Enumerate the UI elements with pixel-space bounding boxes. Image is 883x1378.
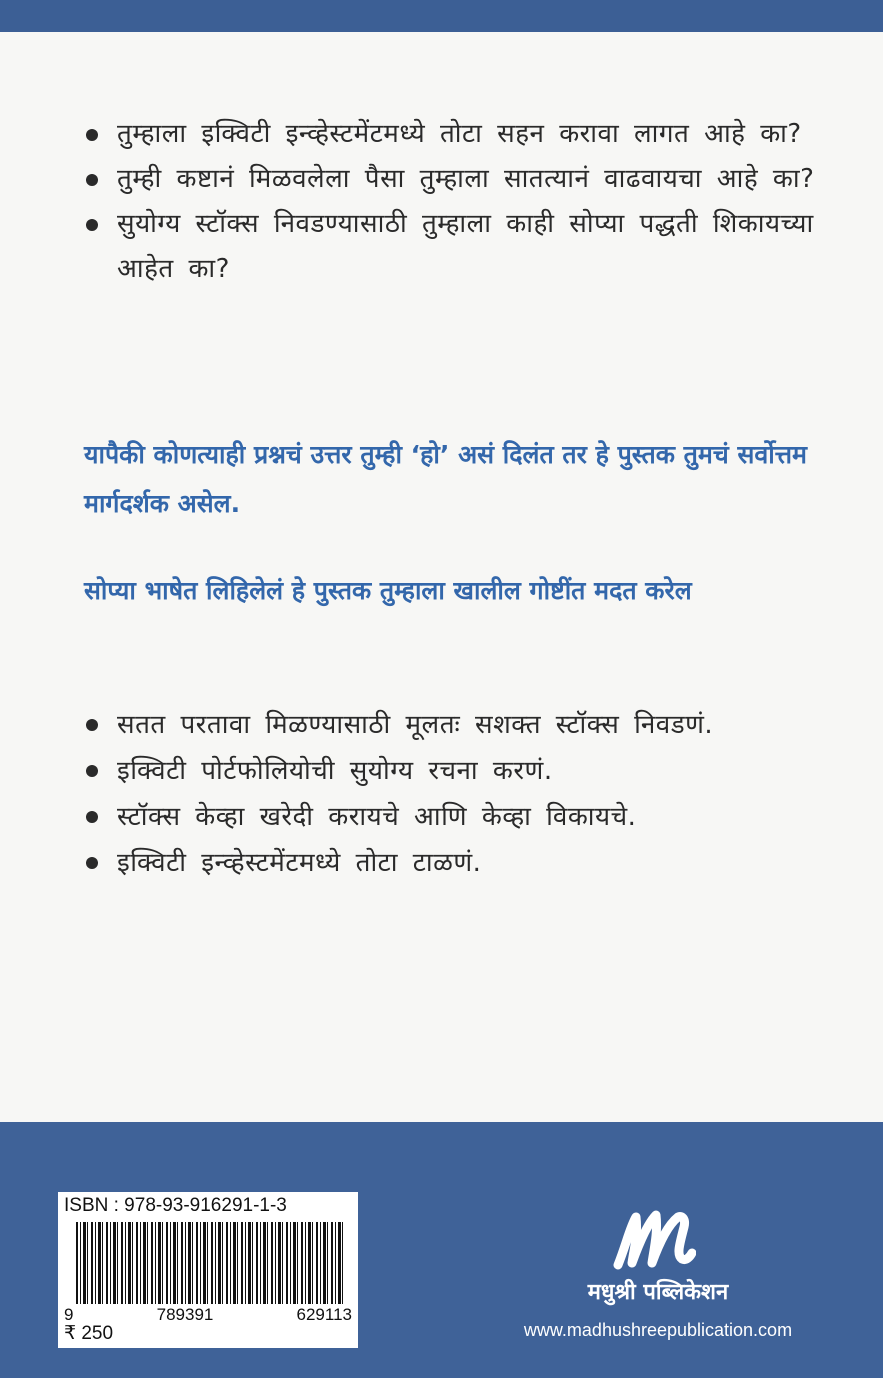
feature-item bbox=[84, 748, 824, 794]
question-text: तुम्ही कष्टानं मिळवलेला पैसा तुम्हाला सातत्यानं वाढवायचा आहे का? bbox=[117, 164, 815, 194]
question-text: तुम्हाला इक्विटी इन्व्हेस्टमेंटमध्ये तोटा सहन करावा लागत आहे का? bbox=[117, 119, 802, 149]
top-color-band bbox=[0, 0, 883, 32]
publisher-name: मधुश्री पब्लिकेशन bbox=[587, 1280, 729, 1305]
publisher-logo-icon bbox=[612, 1205, 696, 1271]
barcode-label bbox=[58, 1192, 358, 1348]
feature-text: इक्विटी इन्व्हेस्टमेंटमध्ये तोटा टाळणं. bbox=[117, 848, 482, 878]
question-list bbox=[84, 112, 824, 292]
bullet-dot-icon bbox=[86, 811, 98, 823]
bullet-dot-icon bbox=[86, 219, 98, 231]
isbn-number: ISBN : 978-93-916291-1-3 bbox=[64, 1195, 287, 1216]
price-label: ₹ 250 bbox=[64, 1323, 114, 1344]
barcode-bars-icon bbox=[76, 1222, 346, 1306]
feature-list bbox=[84, 702, 824, 886]
feature-text: इक्विटी पोर्टफोलियोची सुयोग्य रचना करणं. bbox=[117, 756, 553, 786]
highlight-intro: सोप्या भाषेत लिहिलेलं हे पुस्तक तुम्हाला खालील गोष्टींत मदत करेल bbox=[84, 576, 692, 605]
feature-text: स्टॉक्स केव्हा खरेदी करायचे आणि केव्हा विकायचे. bbox=[117, 802, 637, 832]
feature-item bbox=[84, 840, 824, 886]
question-text: सुयोग्य स्टॉक्स निवडण्यासाठी तुम्हाला काही सोप्या पद्धती शिकायच्या आहेत का? bbox=[117, 209, 814, 284]
feature-item bbox=[84, 702, 824, 748]
feature-item bbox=[84, 794, 824, 840]
barcode-digit-group: 629113 bbox=[296, 1305, 352, 1324]
bullet-dot-icon bbox=[86, 129, 98, 141]
bullet-dot-icon bbox=[86, 719, 98, 731]
question-item bbox=[84, 112, 824, 157]
highlight-statement: यापैकी कोणत्याही प्रश्नचं उत्तर तुम्ही ‘हो’ असं दिलंत तर हे पुस्तक तुमचं सर्वोत्तम मार्गदर्शक असेल. bbox=[84, 440, 807, 518]
bullet-dot-icon bbox=[86, 857, 98, 869]
bullet-dot-icon bbox=[86, 174, 98, 186]
bullet-dot-icon bbox=[86, 765, 98, 777]
question-item bbox=[84, 157, 824, 202]
barcode-digit-group: 789391 bbox=[156, 1305, 214, 1324]
publisher-website: www.madhushreepublication.com bbox=[523, 1320, 793, 1340]
question-item bbox=[84, 202, 824, 292]
barcode-digit-group: 9 bbox=[64, 1305, 74, 1324]
feature-text: सतत परतावा मिळण्यासाठी मूलतः सशक्त स्टॉक्स निवडणं. bbox=[117, 710, 714, 740]
